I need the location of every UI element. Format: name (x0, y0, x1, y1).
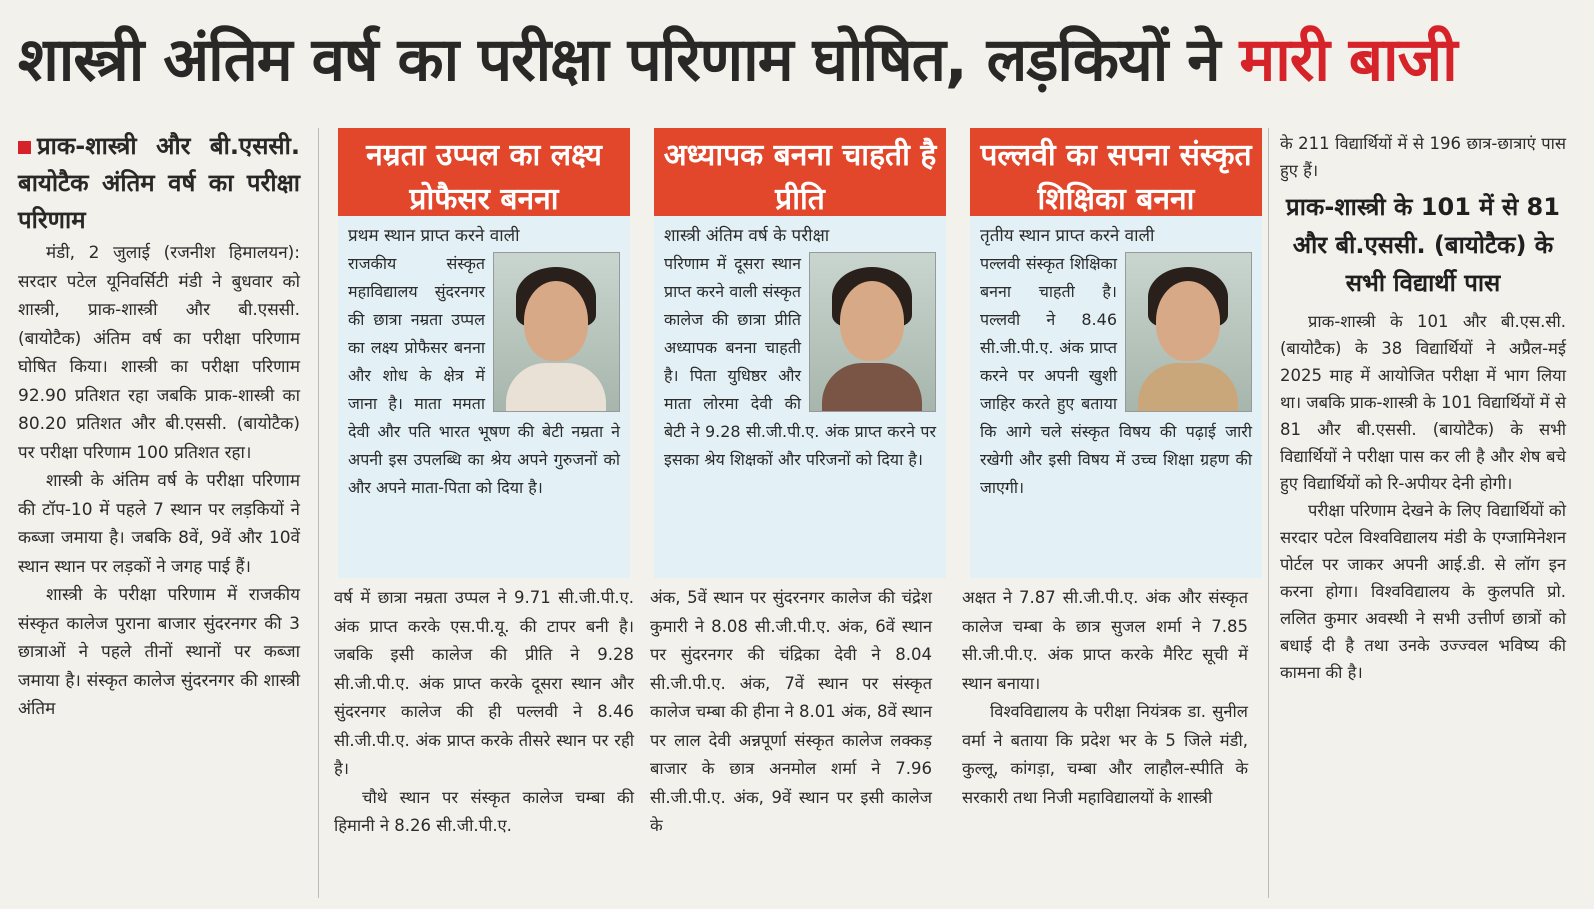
column-5 (1280, 130, 1566, 686)
headline (18, 6, 1586, 114)
bullet-square-icon (18, 141, 31, 154)
paragraph: के 211 विद्यार्थियों में से 196 छात्र-छात्राएं पास हुए हैं। (1280, 134, 1566, 180)
box-title: अध्यापक बनना चाहती है प्रीति (654, 128, 946, 216)
box-text: परिणाम में दूसरा स्थान प्राप्त करने वाली संस्कृत कालेज की छात्रा प्रीति अध्यापक बनना चाहती है। पिता युधिष्ठर और माता लोरमा देवी की बेटी ने 9.28 सी.जी.पी.ए. अंक प्राप्त करने पर इसका श्रेय शिक्षकों और परिजनों को दिया है। (664, 254, 936, 469)
paragraph: अंक, 5वें स्थान पर सुंदरनगर कालेज की चंद्रेश कुमारी ने 8.08 सी.जी.पी.ए. अंक, 6वें स्थान पर सुंदरनगर की चंद्रिका देवी ने 8.04 सी.जी.पी.ए. अंक, 7वें स्थान पर संस्कृत कालेज चम्बा की हीना ने 8.01 अंक, 8वें स्थान पर लाल देवी अन्नपूर्णा संस्कृत कालेज लक्कड़ बाजार के छात्र अनमोल शर्मा ने 7.96 सी.जी.पी.ए. अंक, 9वें स्थान पर इसी कालेज के (650, 588, 932, 835)
column-4-lower (962, 584, 1248, 812)
column-1 (18, 128, 300, 724)
box-text: राजकीय संस्कृत महाविद्यालय सुंदरनगर की छात्रा नम्रता उप्पल का लक्ष्य प्रोफैसर बनना और शोध के क्षेत्र में जाना है। माता ममता देवी और पति भारत भूषण की बेटी नम्रता ने अपनी इस उपलब्धि का श्रेय अपने गुरुजनों को और अपने माता-पिता को दिया है। (348, 254, 620, 497)
paragraph: वर्ष में छात्रा नम्रता उप्पल ने 9.71 सी.जी.पी.ए. अंक प्राप्त करके एस.पी.यू. की टापर बनी है। जबकि इसी कालेज की प्रीति ने 9.28 सी.जी.पी.ए. अंक प्राप्त करके दूसरा स्थान और सुंदरनगर कालेज की ही पल्लवी ने 8.46 सी.जी.पी.ए. अंक प्राप्त करके तीसरे स्थान पर रही है। (334, 588, 634, 778)
paragraph: शास्त्री के अंतिम वर्ष के परीक्षा परिणाम की टॉप-10 में पहले 7 स्थान पर लड़कियों ने कब्जा जमाया है। जबकि 8वें, 9वें और 10वें स्थान स्थान पर लड़कों ने जगह पाई हैं। (18, 471, 300, 577)
profile-box-namrata (338, 128, 630, 578)
photo-namrata (493, 252, 620, 412)
column-3-lower (650, 584, 932, 841)
headline-highlight: मारी बाजी (1239, 25, 1457, 95)
profile-box-preeti (654, 128, 946, 578)
paragraph: मंडी, 2 जुलाई (रजनीश हिमालयन): सरदार पटेल यूनिवर्सिटी मंडी ने बुधवार को शास्त्री, प्राक-शास्त्री और बी.एससी. (बायोटैक) अंतिम वर्ष का परीक्षा परिणाम घोषित किया। शास्त्री का परीक्षा परिणाम 92.90 प्रतिशत रहा जबकि प्राक-शास्त्री का 80.20 प्रतिशत और बी.एससी. (बायोटैक) पर परीक्षा परिणाम 100 प्रतिशत रहा। (18, 243, 300, 463)
intro-summary: प्राक-शास्त्री और बी.एससी. बायोटैक अंतिम वर्ष का परीक्षा परिणाम (18, 132, 300, 234)
box-lead: शास्त्री अंतिम वर्ष के परीक्षा (664, 226, 830, 246)
headline-main: शास्त्री अंतिम वर्ष का परीक्षा परिणाम घोषित, लड़कियों ने (18, 25, 1240, 95)
paragraph: चौथे स्थान पर संस्कृत कालेज चम्बा की हिमानी ने 8.26 सी.जी.पी.ए. (334, 787, 634, 835)
box-text: पल्लवी संस्कृत शिक्षिका बनना चाहती है। पल्लवी ने 8.46 सी.जी.पी.ए. अंक प्राप्त करने पर अपनी खुशी जाहिर करते हुए बताया कि आगे चले संस्कृत विषय की पढ़ाई जारी रखेगी और इसी विषय में उच्च शिक्षा ग्रहण की जाएगी। (980, 254, 1252, 497)
photo-pallavi (1125, 252, 1252, 412)
box-lead: तृतीय स्थान प्राप्त करने वाली (980, 226, 1155, 246)
profile-box-pallavi (970, 128, 1262, 578)
box-title: नम्रता उप्पल का लक्ष्य प्रोफैसर बनना (338, 128, 630, 216)
paragraph: प्राक-शास्त्री के 101 और बी.एस.सी. (बायोटैक) के 38 विद्यार्थियों ने अप्रैल-मई 2025 माह में आयोजित परीक्षा में भाग लिया था। जबकि प्राक-शास्त्री के 101 विद्यार्थियों में से 81 और बी.एससी. (बायोटैक) के सभी विद्यार्थियों ने परीक्षा पास कर ली है और शेष बचे हुए विद्यार्थियों को रि-अपीयर देनी होगी। (1280, 312, 1566, 493)
box-lead: प्रथम स्थान प्राप्त करने वाली (348, 226, 520, 246)
column-2-lower (334, 584, 634, 841)
paragraph: परीक्षा परिणाम देखने के लिए विद्यार्थियों को सरदार पटेल विश्वविद्यालय मंडी के एग्जामिनेशन पोर्टल पर जाकर अपनी आई.डी. से लॉग इन करना होगा। विश्वविद्यालय के कुलपति प्रो. ललित कुमार अवस्थी ने सभी उत्तीर्ण छात्रों को बधाई दी है तथा उनके उज्ज्वल भविष्य की कामना की है। (1280, 501, 1566, 682)
column-divider (1268, 128, 1269, 898)
column-divider (318, 128, 319, 898)
box-title: पल्लवी का सपना संस्कृत शिक्षिका बनना (970, 128, 1262, 216)
paragraph: अक्षत ने 7.87 सी.जी.पी.ए. अंक और संस्कृत कालेज चम्बा के छात्र सुजल शर्मा ने 7.85 सी.जी.पी.ए. अंक प्राप्त करके मैरिट सूची में स्थान बनाया। (962, 588, 1248, 693)
paragraph: विश्वविद्यालय के परीक्षा नियंत्रक डा. सुनील वर्मा ने बताया कि प्रदेश भर के 5 जिले मंडी, कुल्लू, कांगड़ा, चम्बा और लाहौल-स्पीति के सरकारी तथा निजी महाविद्यालयों के शास्त्री (962, 702, 1248, 807)
subheading: प्राक-शास्त्री के 101 में से 81 और बी.एससी. (बायोटैक) के सभी विद्यार्थी पास (1286, 193, 1560, 297)
photo-preeti (809, 252, 936, 412)
paragraph: शास्त्री के परीक्षा परिणाम में राजकीय संस्कृत कालेज पुराना बाजार सुंदरनगर की 3 छात्राओं ने पहले तीनों स्थानों पर कब्जा जमाया है। संस्कृत कालेज सुंदरनगर की शास्त्री अंतिम (18, 585, 300, 719)
